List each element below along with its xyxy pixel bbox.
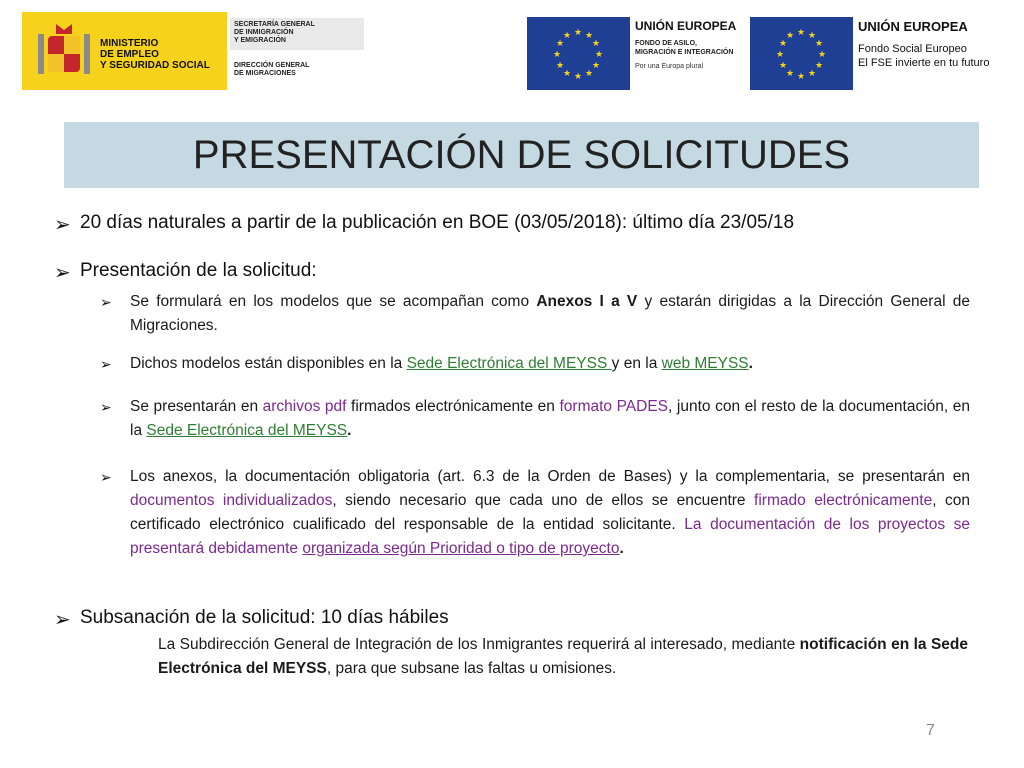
bullet-subsanacion (54, 607, 975, 631)
svg-text:★: ★ (817, 50, 827, 60)
eu-fami-subtitle: FONDO DE ASILO, MIGRACIÓN E INTEGRACIÓN (635, 40, 734, 56)
eu-fami-title: UNIÓN EUROPEA (635, 19, 737, 33)
text-span: . (748, 355, 753, 372)
text-span: de la solicitud (189, 607, 311, 628)
documentacion-proyectos-highlight: La documentación de los proyectos se presentará debidamente (130, 516, 970, 557)
formato-pades-highlight: formato PADES (559, 398, 669, 415)
arrow-bullet-icon: ➢ (54, 262, 71, 284)
svg-text:★: ★ (814, 61, 824, 71)
svg-text:★: ★ (591, 39, 601, 49)
documentos-individualizados-highlight: documentos individualizados (130, 492, 333, 509)
arrow-bullet-icon: ➢ (100, 294, 112, 310)
secretaria-label: SECRETARÍA GENERAL DE INMIGRACIÓN Y EMIGRACIÓN (230, 18, 364, 50)
arrow-bullet-icon: ➢ (54, 609, 71, 631)
archivos-pdf-highlight: archivos pdf (262, 398, 347, 415)
title-bar (64, 122, 979, 188)
text-span: Se presentarán en (130, 398, 263, 415)
svg-text:★: ★ (552, 50, 562, 60)
svg-text:★: ★ (796, 28, 806, 38)
text-span: . (347, 422, 352, 439)
svg-text:★: ★ (594, 50, 604, 60)
bullet-plazo (54, 212, 975, 236)
sub-bullet-archivos (100, 395, 970, 443)
svg-text:★: ★ (573, 28, 583, 38)
text-span: Se formulará en los modelos que se acompañan como (130, 293, 537, 310)
eu-fse-title: UNIÓN EUROPEA (858, 19, 968, 34)
svg-text:★: ★ (584, 31, 594, 41)
eu-fse-subtitle: Fondo Social Europeo El FSE invierte en tu futuro (858, 43, 990, 69)
text-span: La Subdirección General de Integración de los Inmigrantes requerirá al interesado, mediante (158, 636, 800, 653)
bullet-presentacion (54, 260, 975, 284)
arrow-bullet-icon: ➢ (100, 469, 112, 485)
svg-text:★: ★ (778, 61, 788, 71)
text-span: Los anexos, la documentación obligatoria (art. 6.3 de la Orden de Bases) y la complementaria, se presentarán en (130, 468, 970, 485)
eu-fse-logo (750, 17, 993, 90)
page-number: 7 (926, 722, 935, 739)
text-span: y estarán dirigidas a la Dirección General de Migraciones. (130, 293, 970, 334)
svg-text:★: ★ (807, 31, 817, 41)
text-span: firmados electrónicamente en (346, 398, 560, 415)
text-span: Dichos modelos están disponibles en la (130, 355, 407, 372)
ministry-name: MINISTERIO DE EMPLEO Y SEGURIDAD SOCIAL (100, 38, 210, 71)
svg-text:★: ★ (562, 31, 572, 41)
svg-text:★: ★ (584, 69, 594, 79)
notificacion-bold: notificación en la Sede Electrónica del MEYSS (158, 636, 968, 677)
arrow-bullet-icon: ➢ (54, 214, 71, 236)
text-span: , siendo necesario que cada uno de ellos se encuentre (332, 492, 755, 509)
svg-text:★: ★ (573, 72, 583, 82)
eu-fami-tagline: Por una Europa plural (635, 63, 704, 70)
eu-flag-icon (527, 17, 630, 90)
anexos-bold: Anexos I a V (536, 293, 638, 310)
sub-bullet-modelos (100, 290, 970, 338)
svg-text:★: ★ (555, 61, 565, 71)
text-span: y en la (611, 355, 662, 372)
text-span: , para que subsane las faltas u omisiones. (326, 660, 617, 677)
plazo-text: 20 días naturales a partir de la publicación en BOE (03/05/2018): último día 23/05/18 (80, 212, 795, 233)
svg-text:★: ★ (796, 72, 806, 82)
plazo-subsanacion: : 10 días hábiles (310, 607, 449, 628)
sede-electronica-link[interactable]: Sede Electrónica del MEYSS (146, 422, 348, 439)
organizada-prioridad-link[interactable]: organizada según Prioridad o tipo de proyecto (302, 540, 620, 557)
svg-text:★: ★ (591, 61, 601, 71)
svg-text:★: ★ (778, 39, 788, 49)
firmado-electronicamente-highlight: firmado electrónicamente (754, 492, 933, 509)
web-meyss-link[interactable]: web MEYSS (661, 355, 749, 372)
ministry-logo (22, 12, 362, 90)
direccion-label: DIRECCIÓN GENERAL DE MIGRACIONES (234, 62, 310, 77)
svg-text:★: ★ (555, 39, 565, 49)
svg-text:★: ★ (775, 50, 785, 60)
sub-bullet-anexos (100, 465, 971, 561)
eu-fami-logo (527, 17, 744, 90)
svg-text:★: ★ (785, 31, 795, 41)
text-span: . (619, 540, 624, 557)
presentacion-heading: Presentación de la solicitud (80, 260, 312, 281)
svg-text:★: ★ (807, 69, 817, 79)
sub-bullet-disponibles (100, 352, 970, 376)
subsanacion-word: Subsanación (80, 607, 190, 628)
arrow-bullet-icon: ➢ (100, 356, 112, 372)
svg-text:★: ★ (562, 69, 572, 79)
eu-flag-icon (750, 17, 853, 90)
svg-text:★: ★ (814, 39, 824, 49)
sede-electronica-link[interactable]: Sede Electrónica del MEYSS (406, 355, 612, 372)
text-span: , con certificado electrónico cualificado del responsable de la entidad solicitante. (130, 492, 971, 533)
svg-text:★: ★ (785, 69, 795, 79)
text-span: , junto con el resto de la documentación, en la (130, 398, 970, 439)
arrow-bullet-icon: ➢ (100, 399, 112, 415)
presentacion-colon: : (311, 260, 317, 281)
subsanacion-text (158, 633, 968, 681)
page-title: PRESENTACIÓN DE SOLICITUDES (192, 133, 851, 177)
coat-of-arms-icon (34, 20, 94, 80)
